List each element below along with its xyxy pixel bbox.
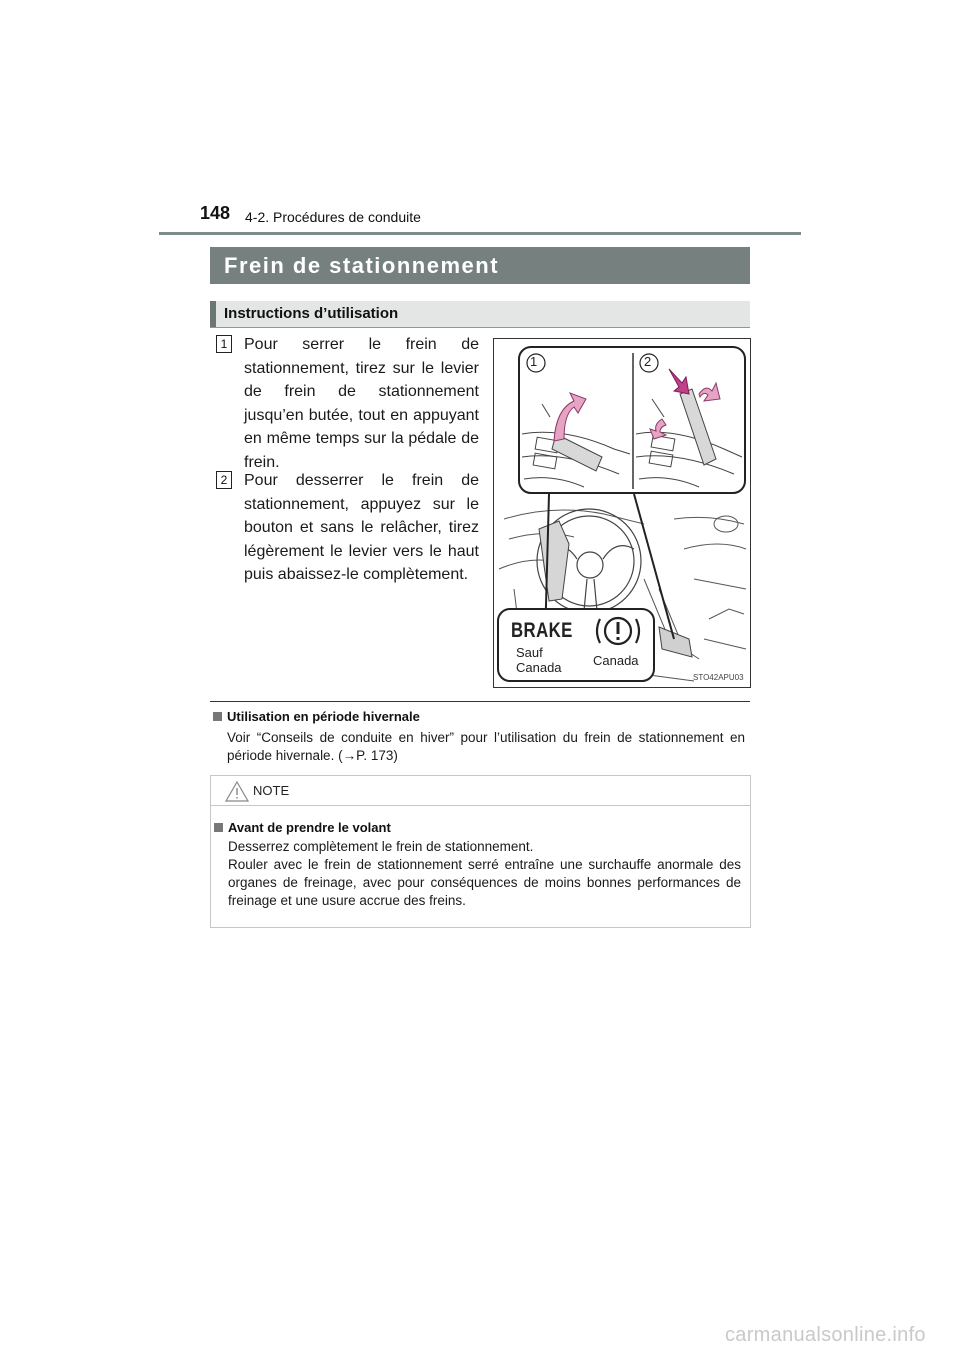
inset-number-1: 1 (530, 354, 538, 369)
watermark: carmanualsonline.info (725, 1324, 926, 1346)
title-bar (210, 247, 750, 284)
step-text-2: Pour desserrer le frein de stationnement, appuyez sur le bouton et sans le relâcher, tirez légèrement le levier vers le haut puis abaissez-le complètement. (244, 472, 479, 583)
note-title: NOTE (253, 783, 290, 798)
note-text: Desserrez complètement le frein de stationnement. Rouler avec le frein de stationnement serré entraîne une surchauffe anormale des organes de freinage, avec pour conséquences de moins bonnes performances de freinage et une usure accrue des freins. (228, 839, 741, 908)
note-box (210, 775, 751, 928)
step-number-1: 1 (216, 335, 232, 353)
subsection-title: Instructions d’utilisation (224, 305, 399, 322)
note-subheading-text: Avant de prendre le volant (228, 820, 391, 835)
note-header-rule (211, 805, 750, 806)
subsection-accent (210, 301, 216, 327)
bullet-square-icon (214, 823, 223, 832)
section-title: 4-2. Procédures de conduite (245, 209, 421, 225)
header-rule (159, 232, 801, 235)
parking-brake-illustration (493, 338, 751, 688)
step-number-2: 2 (216, 471, 232, 489)
inset-number-2: 2 (644, 354, 652, 369)
page-number: 148 (200, 203, 231, 223)
subsection-bar (210, 301, 750, 328)
brake-label: BRAKE (511, 619, 573, 642)
figure-code: STO42APU03 (693, 673, 744, 682)
note-subheading (214, 820, 391, 835)
winter-heading (213, 709, 420, 724)
bullet-square-icon (213, 712, 222, 721)
label-canada: Canada (593, 653, 639, 668)
winter-heading-text: Utilisation en période hivernale (227, 709, 420, 724)
page-title: Frein de stationnement (224, 253, 500, 278)
step-text-1: Pour serrer le frein de stationnement, tirez sur le levier de frein de stationnement jusqu’en butée, tout en appuyant en même temps sur la pédale de frein. (244, 336, 479, 471)
label-except-canada: Sauf Canada (516, 645, 562, 675)
section-divider (210, 701, 750, 702)
winter-text: Voir “Conseils de conduite en hiver” pour l’utilisation du frein de stationnement en période hivernale. (→P. 173) (227, 730, 745, 763)
warning-triangle-icon (224, 780, 250, 803)
